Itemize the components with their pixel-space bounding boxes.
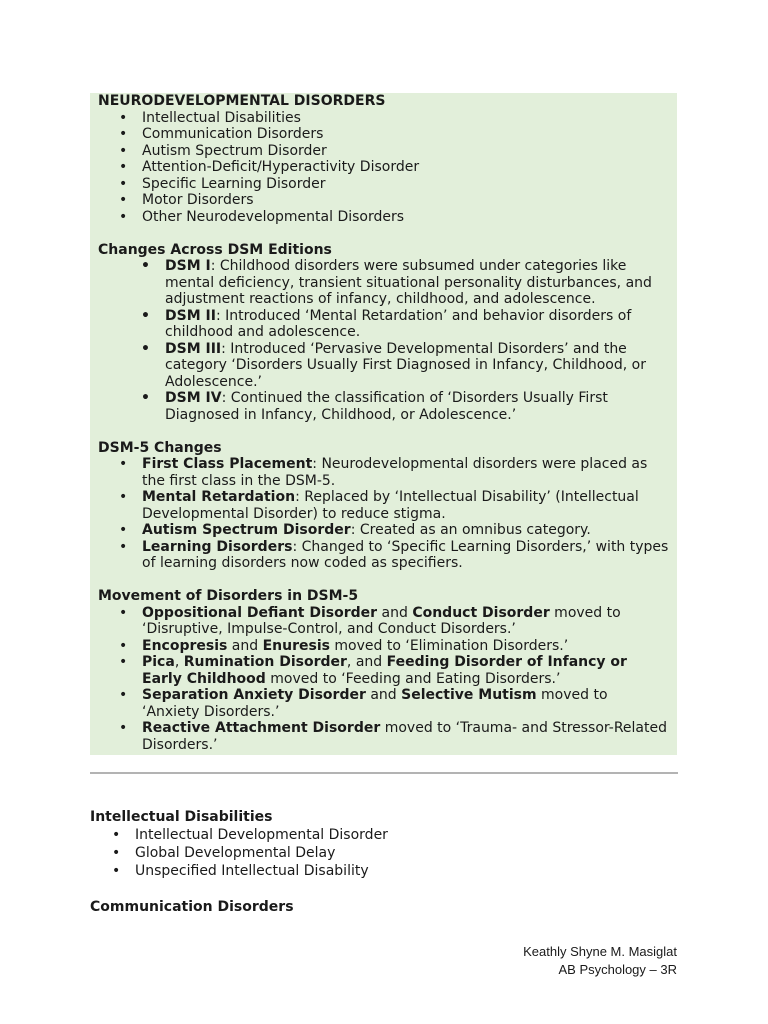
list-item [98, 539, 669, 572]
list-item [98, 687, 669, 720]
author-course: AB Psychology – 3R [558, 962, 677, 977]
item-text: , [174, 654, 184, 670]
item-text: : Introduced ‘Mental Retardation’ and behavior disorders of childhood and adolescence. [165, 307, 632, 340]
item-text: moved to ‘Elimination Disorders.’ [329, 637, 569, 654]
item-text: : Changed to ‘Specific Learning Disorders,’ with types of learning disorders now coded as specifiers. [142, 538, 669, 571]
item-text: moved to ‘Feeding and Eating Disorders.’ [265, 670, 561, 687]
item-label: Mental Retardation [142, 489, 296, 505]
item-text: : Childhood disorders were subsumed under categories like mental deficiency, transient situational personality disturbances, and adjustment reactions of infancy, childhood, and adolescence. [165, 258, 652, 307]
list-item [98, 720, 669, 753]
item-label: Conduct Disorder [412, 604, 550, 621]
item-text: : Created as an omnibus category. [350, 522, 591, 538]
item-label: Reactive Attachment Disorder [142, 720, 381, 736]
item-label: Oppositional Defiant Disorder [142, 604, 378, 621]
list-item [98, 308, 669, 341]
list-item [98, 258, 669, 308]
item-label: Rumination Disorder [183, 654, 347, 670]
list-item: • Other Neurodevelopmental Disorders [98, 209, 669, 226]
list-item [98, 522, 669, 539]
list-item: • Attention-Deficit/Hyperactivity Disorder [98, 159, 669, 176]
item-label: Pica [142, 654, 175, 670]
item-label: DSM I [165, 258, 211, 274]
item-label: Autism Spectrum Disorder [142, 522, 351, 538]
summary-box [90, 93, 677, 755]
page-footer [523, 943, 677, 979]
list-item: • Communication Disorders [98, 126, 669, 143]
list-item: • Unspecified Intellectual Disability [90, 862, 690, 880]
heading-dsm-editions: Changes Across DSM Editions [98, 241, 332, 258]
list-item: • Intellectual Disabilities [98, 110, 669, 127]
item-text: moved to ‘Disruptive, Impulse-Control, and Conduct Disorders.’ [142, 604, 621, 637]
item-text: : Neurodevelopmental disorders were placed as the first class in the DSM-5. [142, 456, 648, 489]
item-text: and [377, 604, 413, 621]
item-label: Feeding Disorder of Infancy or Early Childhood [142, 654, 627, 687]
heading-dsm5-changes: DSM-5 Changes [98, 439, 222, 456]
list-item: • Global Developmental Delay [90, 844, 690, 862]
movement-list [98, 605, 669, 754]
list-item: • Autism Spectrum Disorder [98, 143, 669, 160]
heading-neurodevelopmental: NEURODEVELOPMENTAL DISORDERS [98, 93, 386, 109]
item-label: DSM IV [165, 390, 222, 406]
changes-list [98, 456, 669, 572]
heading-communication-disorders: Communication Disorders [90, 899, 294, 915]
list-item [98, 390, 669, 423]
item-label: Encopresis [142, 637, 228, 654]
author-name: Keathly Shyne M. Masiglat [523, 944, 677, 959]
item-label: DSM III [165, 340, 222, 357]
list-item [98, 341, 669, 391]
list-item: • Motor Disorders [98, 192, 669, 209]
item-text: , and [346, 654, 387, 670]
editions-list [98, 258, 669, 423]
item-text: and [227, 637, 263, 654]
intellectual-list [90, 826, 690, 880]
item-label: First Class Placement [142, 456, 313, 472]
list-item [98, 638, 669, 655]
list-item [98, 489, 669, 522]
heading-movement: Movement of Disorders in DSM-5 [98, 588, 359, 604]
item-text: : Introduced ‘Pervasive Developmental Disorders’ and the category ‘Disorders Usually First Diagnosed in Infancy, Childhood, or Adolescence.’ [165, 340, 646, 390]
list-item: • Intellectual Developmental Disorder [90, 826, 690, 844]
item-text: moved to ‘Anxiety Disorders.’ [142, 687, 608, 720]
list-item: • Specific Learning Disorder [98, 176, 669, 193]
item-text: : Replaced by ‘Intellectual Disability’ (Intellectual Developmental Disorder) to reduce stigma. [142, 489, 639, 522]
section-below [90, 808, 690, 916]
item-label: Separation Anxiety Disorder [142, 687, 366, 703]
heading-intellectual-disabilities: Intellectual Disabilities [90, 809, 273, 825]
item-text: and [365, 687, 402, 703]
item-label: Learning Disorders [142, 538, 293, 555]
item-label: DSM II [165, 307, 216, 324]
list-item [98, 654, 669, 687]
item-label: Enuresis [262, 637, 330, 654]
item-text: : Continued the classification of ‘Disorders Usually First Diagnosed in Infancy, Childhood, or Adolescence.’ [165, 390, 608, 423]
list-item [98, 456, 669, 489]
item-text: moved to ‘Trauma- and Stressor-Related Disorders.’ [142, 720, 667, 753]
horizontal-divider [90, 772, 678, 774]
item-label: Selective Mutism [401, 687, 537, 703]
list-item [98, 605, 669, 638]
disorder-list [98, 110, 669, 226]
